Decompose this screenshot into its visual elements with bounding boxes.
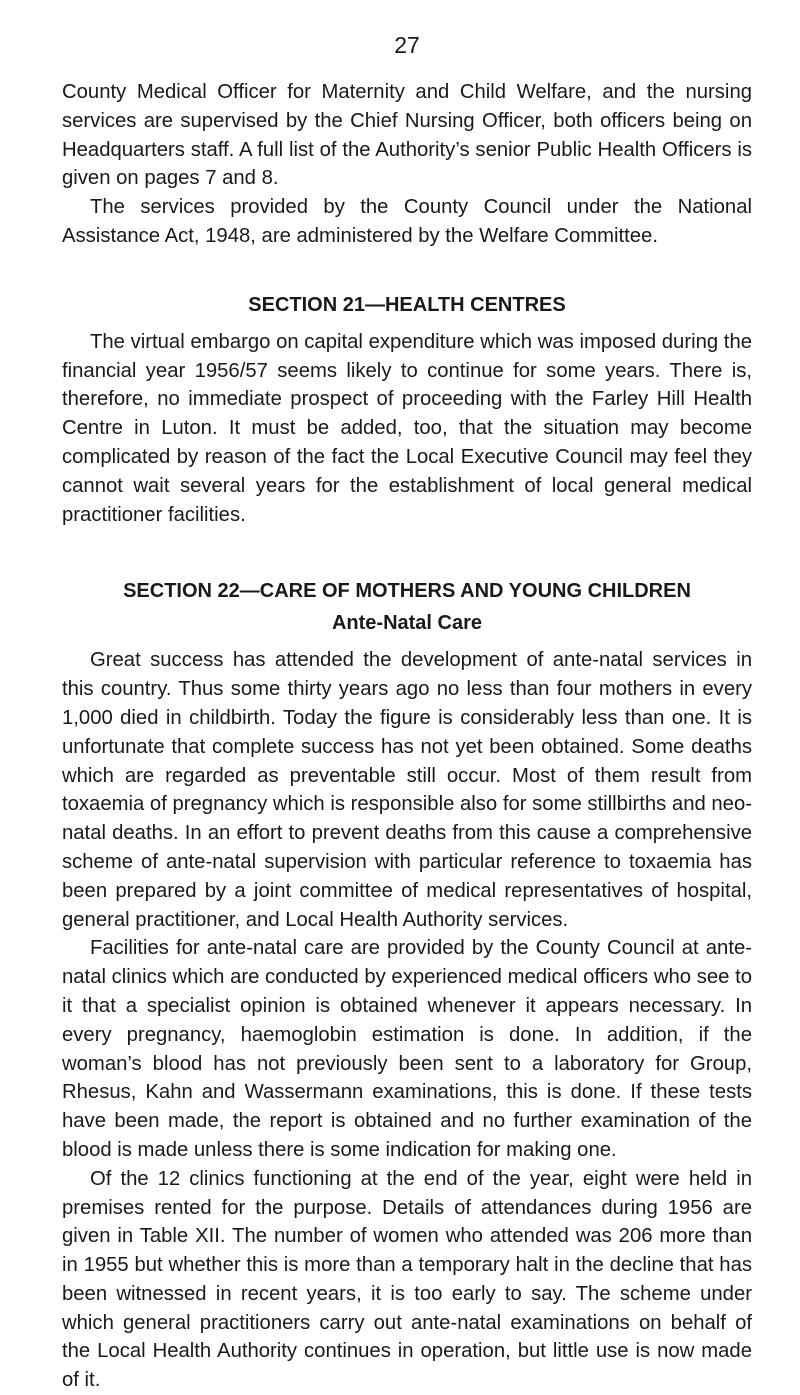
section-21-heading: SECTION 21—HEALTH CENTRES <box>248 293 566 316</box>
intro-paragraph-2: The services provided by the County Council under the National Assistance Act, 1948, are administered by the Welfare Committee. <box>62 196 752 247</box>
document-page <box>62 30 752 1395</box>
page-number: 27 <box>394 32 420 58</box>
section-22-paragraph-1: Great success has attended the development of ante-natal services in this country. Thus some thirty years ago no less than four mothers in every 1,000 died in childbirth. Today the figure is considerably less than one. It is unfortunate that complete success has not yet been obtained. Some deaths which are regarded as preventable still occur. Most of them result from toxaemia of pregnancy which is responsible also for some stillbirths and neo-natal deaths. In an effort to prevent deaths from this cause a comprehensive scheme of ante-natal supervision with particular reference to toxaemia has been prepared by a joint committee of medical representatives of hospital, general practitioner, and Local Health Authority services. <box>62 649 752 931</box>
section-22-heading: SECTION 22—CARE OF MOTHERS AND YOUNG CHILDREN <box>123 580 691 603</box>
intro-paragraph-1: County Medical Officer for Maternity and Child Welfare, and the nursing services are supervised by the Chief Nursing Officer, both officers being on Headquarters staff. A full list of the Authority’s senior Public Health Officers is given on pages 7 and 8. <box>62 81 752 190</box>
section-22-paragraph-3: Of the 12 clinics functioning at the end of the year, eight were held in premises rented for the purpose. Details of attendances during 1956 are given in Table XII. The number of women who attended was 206 more than in 1955 but whether this is more than a temporary halt in the decline that has been witnessed in recent years, it is too early to say. The scheme under which general practitioners carry out ante-natal examinations on behalf of the Local Health Authority continues in operation, but little use is now made of it. <box>62 1167 752 1392</box>
section-22-paragraph-2: Facilities for ante-natal care are provided by the County Council at ante-natal clinics which are conducted by experienced medical officers who see to it that a specialist opinion is obtained whenever it appears necessary. In every pregnancy, haemoglobin estimation is done. In addition, if the woman’s blood has not previously been sent to a laboratory for Group, Rhesus, Kahn and Wassermann examinations, this is done. If these tests have been made, the report is obtained and no further examination of the blood is made unless there is some indication for making one. <box>62 937 752 1161</box>
section-21-paragraph-1: The virtual embargo on capital expenditure which was imposed during the financial year 1956/57 seems likely to continue for some years. There is, therefore, no immediate prospect of proceeding with the Farley Hill Health Centre in Luton. It must be added, too, that the situation may become complicated by reason of the fact the Local Executive Council may feel they cannot wait several years for the establishment of local general medical practitioner facilities. <box>62 330 752 526</box>
ante-natal-care-subheading: Ante-Natal Care <box>331 612 483 635</box>
